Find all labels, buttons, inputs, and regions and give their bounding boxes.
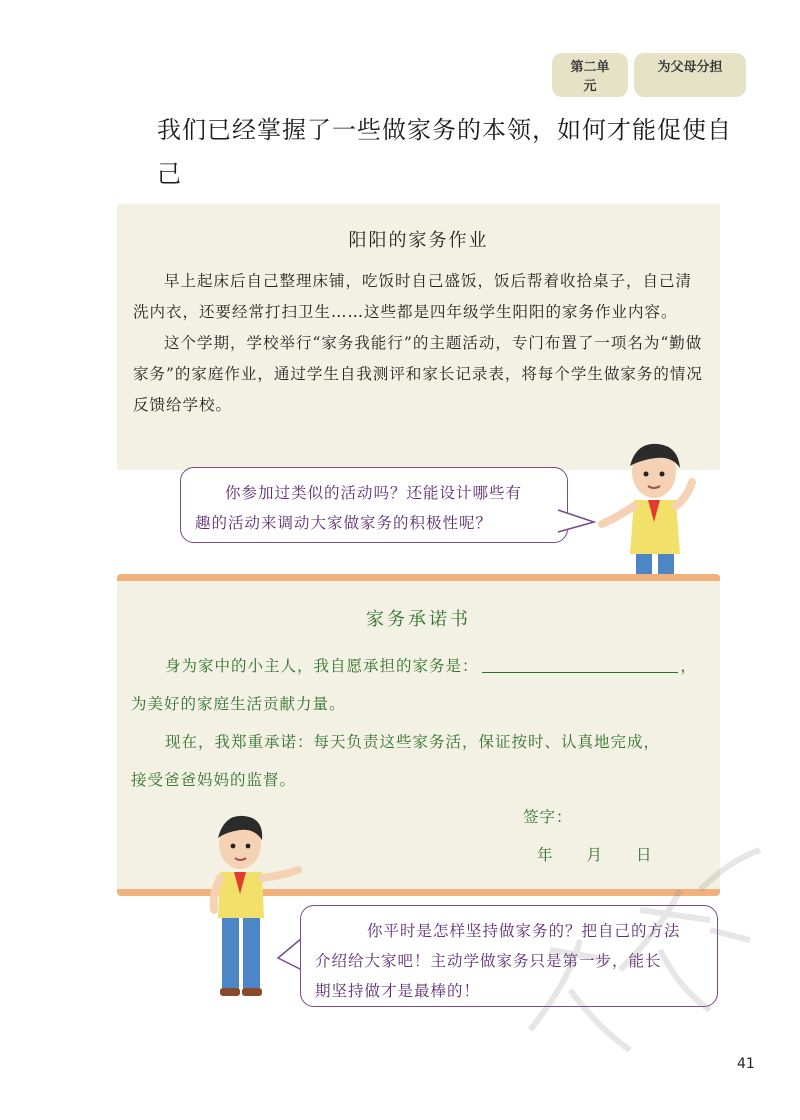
pledge-p2-line-2: 接受爸爸妈妈的监督。	[131, 771, 297, 789]
publisher-watermark-icon	[510, 830, 770, 1070]
story-title: 阳阳的家务作业	[348, 230, 489, 251]
pledge-p1-end: ，	[680, 657, 698, 675]
year-label: 年	[537, 846, 553, 864]
boy-illustration-icon	[596, 436, 716, 576]
month-label: 月	[586, 846, 603, 864]
pledge-p1-start: 身为家中的小主人，我自愿承担的家务是：	[165, 657, 479, 675]
story-text	[133, 266, 705, 421]
story-paragraph-2: 这个学期，学校举行“家务我能行”的主题活动，专门布置了一项名为“勤做家务”的家庭作业，通过学生自我测评和家长记录表，将每个学生做家务的情况反馈给学校。	[133, 334, 703, 414]
intro-line-1: 我们已经掌握了一些做家务的本领，如何才能促使自己	[157, 116, 732, 188]
pledge-text	[131, 647, 711, 799]
pledge-p1-line-2: 为美好的家庭生活贡献力量。	[131, 695, 346, 713]
bubble-1-line-2: 趣的活动来调动大家做家务的积极性呢？	[195, 514, 493, 532]
bubble-2-line-1: 你平时是怎样坚持做家务的？把自己的方法	[367, 922, 681, 940]
bubble-1-tail	[556, 508, 596, 534]
bubble-1-line-1: 你参加过类似的活动吗？还能设计哪些有	[225, 484, 523, 502]
bubble-2-line-3: 期坚持做才是最棒的！	[315, 982, 481, 1000]
bubble-2-line-2: 介绍给大家吧！主动学做家务只是第一步，能长	[315, 952, 662, 970]
chores-blank-field[interactable]	[482, 654, 678, 673]
topic-tab: 为父母分担	[634, 53, 746, 97]
signature-label: 签字：	[523, 808, 573, 826]
day-label: 日	[636, 846, 652, 864]
story-paragraph-1: 早上起床后自己整理床铺，吃饭时自己盛饭，饭后帮着收拾桌子，自己清洗内衣，还要经常打扫卫生……这些都是四年级学生阳阳的家务作业内容。	[133, 272, 693, 321]
pledge-p2-line-1: 现在，我郑重承诺：每天负责这些家务活，保证按时、认真地完成，	[165, 733, 661, 751]
story-box	[117, 204, 720, 470]
pledge-title: 家务承诺书	[366, 609, 471, 630]
header-tabs	[552, 53, 746, 97]
unit-tab: 第二单元	[552, 53, 628, 97]
speech-bubble-1	[180, 467, 568, 543]
page-number: 41	[737, 1056, 755, 1072]
